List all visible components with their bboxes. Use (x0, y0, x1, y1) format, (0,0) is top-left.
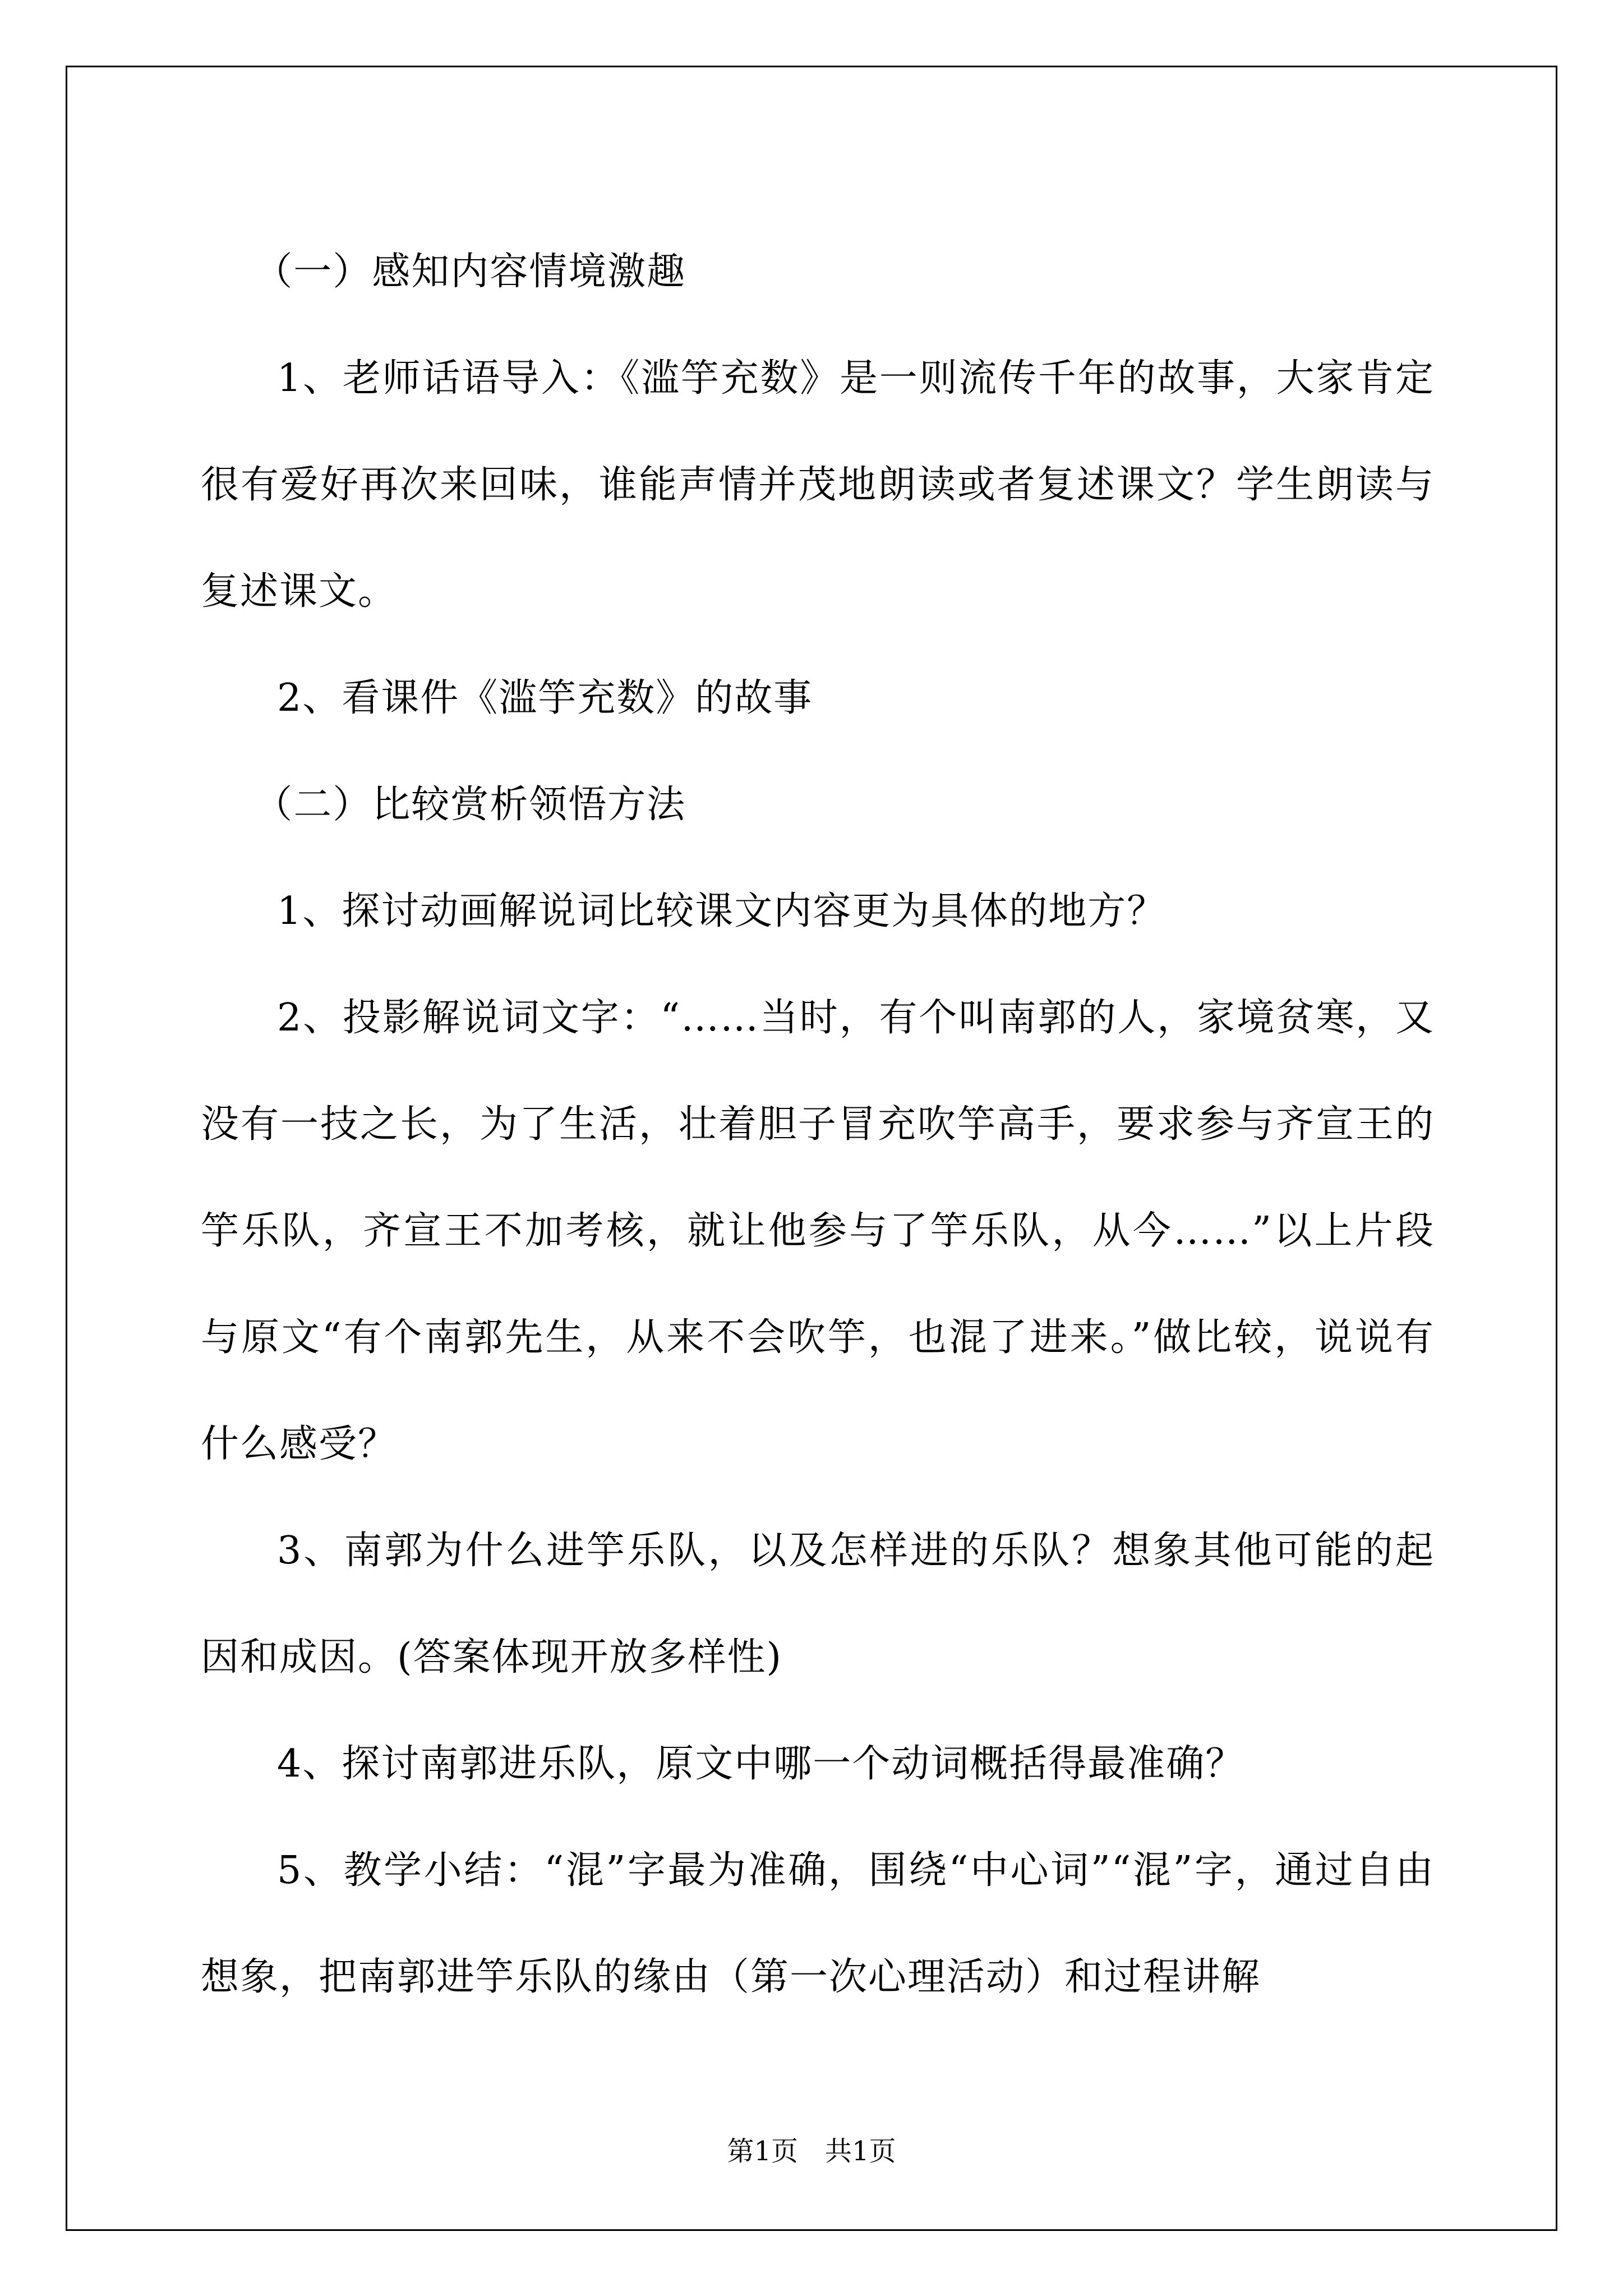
paragraph: 4、探讨南郭进乐队，原文中哪一个动词概括得最准确？ (277, 1742, 1245, 1786)
paragraph: 1、探讨动画解说词比较课文内容更为具体的地方？ (277, 889, 1166, 933)
page-footer (0, 2134, 1623, 2168)
document-body (201, 219, 1435, 2031)
paragraph: 5、教学小结：“混”字最为准确，围绕“中心词”“混”字，通过自由想象，把南郭进竽乐队的缘由（第一次心理活动）和过程讲解 (201, 1848, 1435, 1999)
paragraph: 1、老师话语导入：《滥竽充数》是一则流传千年的故事，大家肯定很有爱好再次来回味，谁能声情并茂地朗读或者复述课文？学生朗读与复述课文。 (201, 356, 1435, 614)
paragraph: 2、看课件《滥竽充数》的故事 (277, 676, 813, 720)
page-number: 第1页 (727, 2136, 798, 2167)
paragraph: 3、南郭为什么进竽乐队，以及怎样进的乐队？想象其他可能的起因和成因。(答案体现开放多样性) (201, 1529, 1435, 1680)
paragraph: 2、投影解说词文字：“……当时，有个叫南郭的人，家境贫寒，又没有一技之长，为了生活，壮着胆子冒充吹竽高手，要求参与齐宣王的竽乐队，齐宣王不加考核，就让他参与了竽乐队，从今……”以上片段与原文“有个南郭先生，从来不会吹竽，也混了进来。”做比较，说说有什么感受？ (201, 996, 1435, 1466)
page-total: 共1页 (825, 2136, 896, 2167)
section-heading-1: （一）感知内容情境激趣 (254, 250, 686, 294)
section-heading-2: （二）比较赏析领悟方法 (254, 783, 686, 827)
